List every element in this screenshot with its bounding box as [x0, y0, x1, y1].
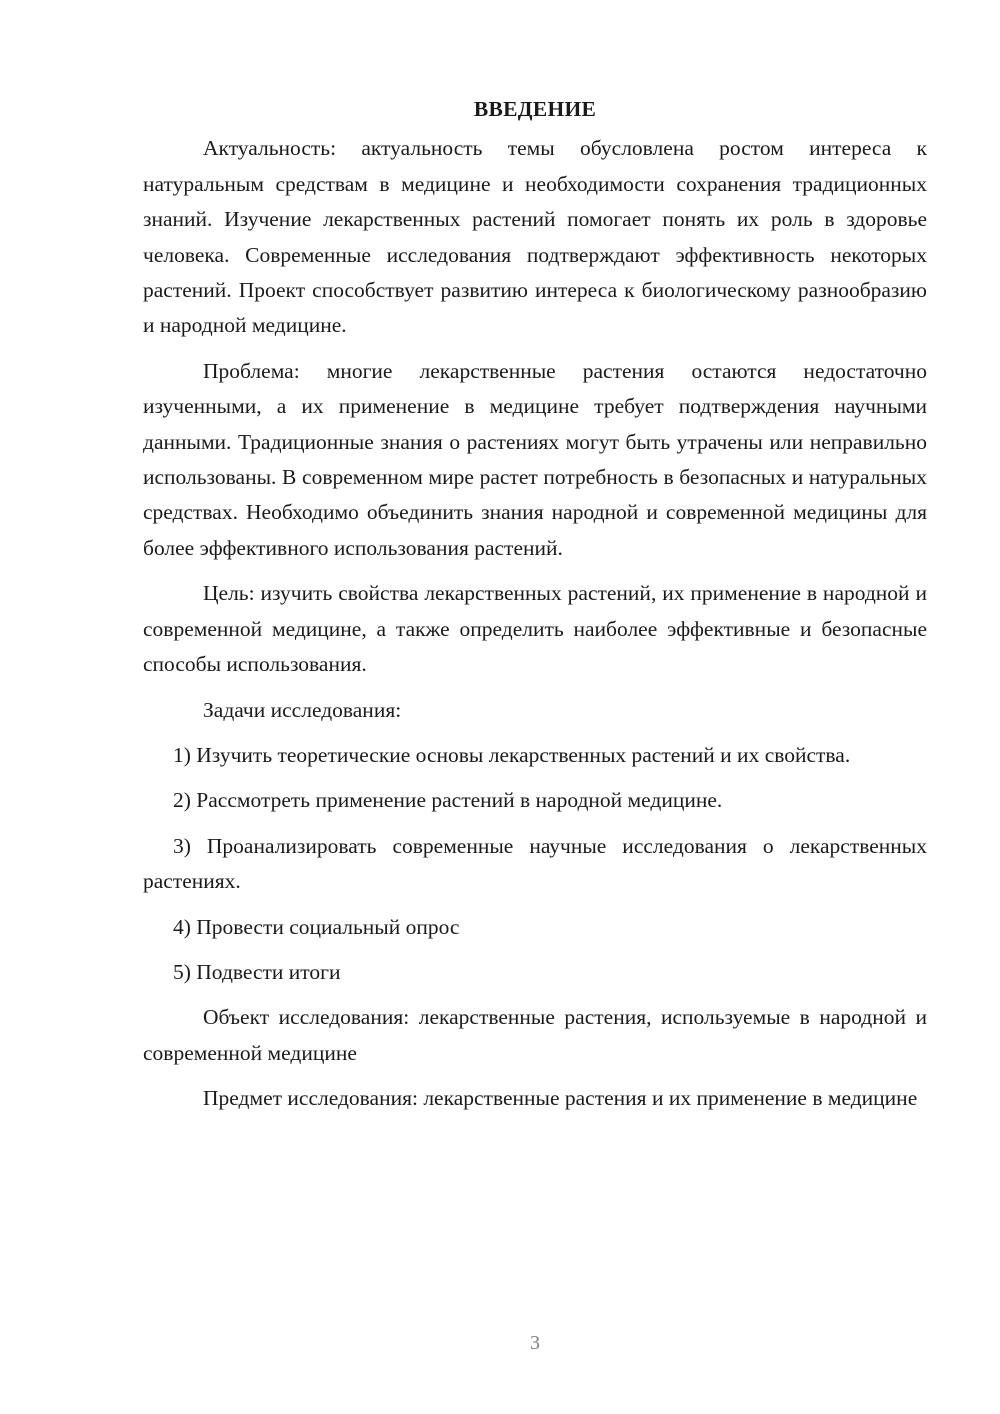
- page-title: ВВЕДЕНИЕ: [473, 97, 597, 121]
- task-item-1: 1) Изучить теоретические основы лекарственных растений и их свойства.: [173, 742, 851, 767]
- task-item-3: 3) Проанализировать современные научные исследования о лекарственных растениях.: [143, 833, 927, 894]
- relevance-paragraph: Актуальность: актуальность темы обусловлена ростом интереса к натуральным средствам в медицине и необходимости сохранения традиционных знаний. Изучение лекарственных растений помогает понять их роль в здоровье человека. Современные исследования подтверждают эффективность некоторых растений. Проект способствует развитию интереса к биологическому разнообразию и народной медицине.: [143, 136, 927, 338]
- task-item-2: 2) Рассмотреть применение растений в народной медицине.: [173, 788, 723, 813]
- task-item-4: 4) Провести социальный опрос: [173, 914, 460, 939]
- subject-paragraph: Предмет исследования: лекарственные растения и их применение в медицине: [203, 1086, 918, 1111]
- tasks-heading: Задачи исследования:: [203, 697, 402, 722]
- task-item-5: 5) Подвести итоги: [173, 959, 341, 984]
- goal-paragraph: Цель: изучить свойства лекарственных растений, их применение в народной и современной медицине, а также определить наиболее эффективные и безопасные способы использования.: [143, 581, 927, 677]
- page-content: [143, 92, 927, 1127]
- page-number: 3: [530, 1332, 540, 1354]
- object-paragraph: Объект исследования: лекарственные растения, используемые в народной и современной медицине: [143, 1005, 927, 1065]
- problem-paragraph: Проблема: многие лекарственные растения остаются недостаточно изученными, а их применение в медицине требует подтверждения научными данными. Традиционные знания о растениях могут быть утрачены или неправильно использованы. В современном мире растет потребность в безопасных и натуральных средствах. Необходимо объединить знания народной и современной медицины для более эффективного использования растений.: [143, 358, 927, 560]
